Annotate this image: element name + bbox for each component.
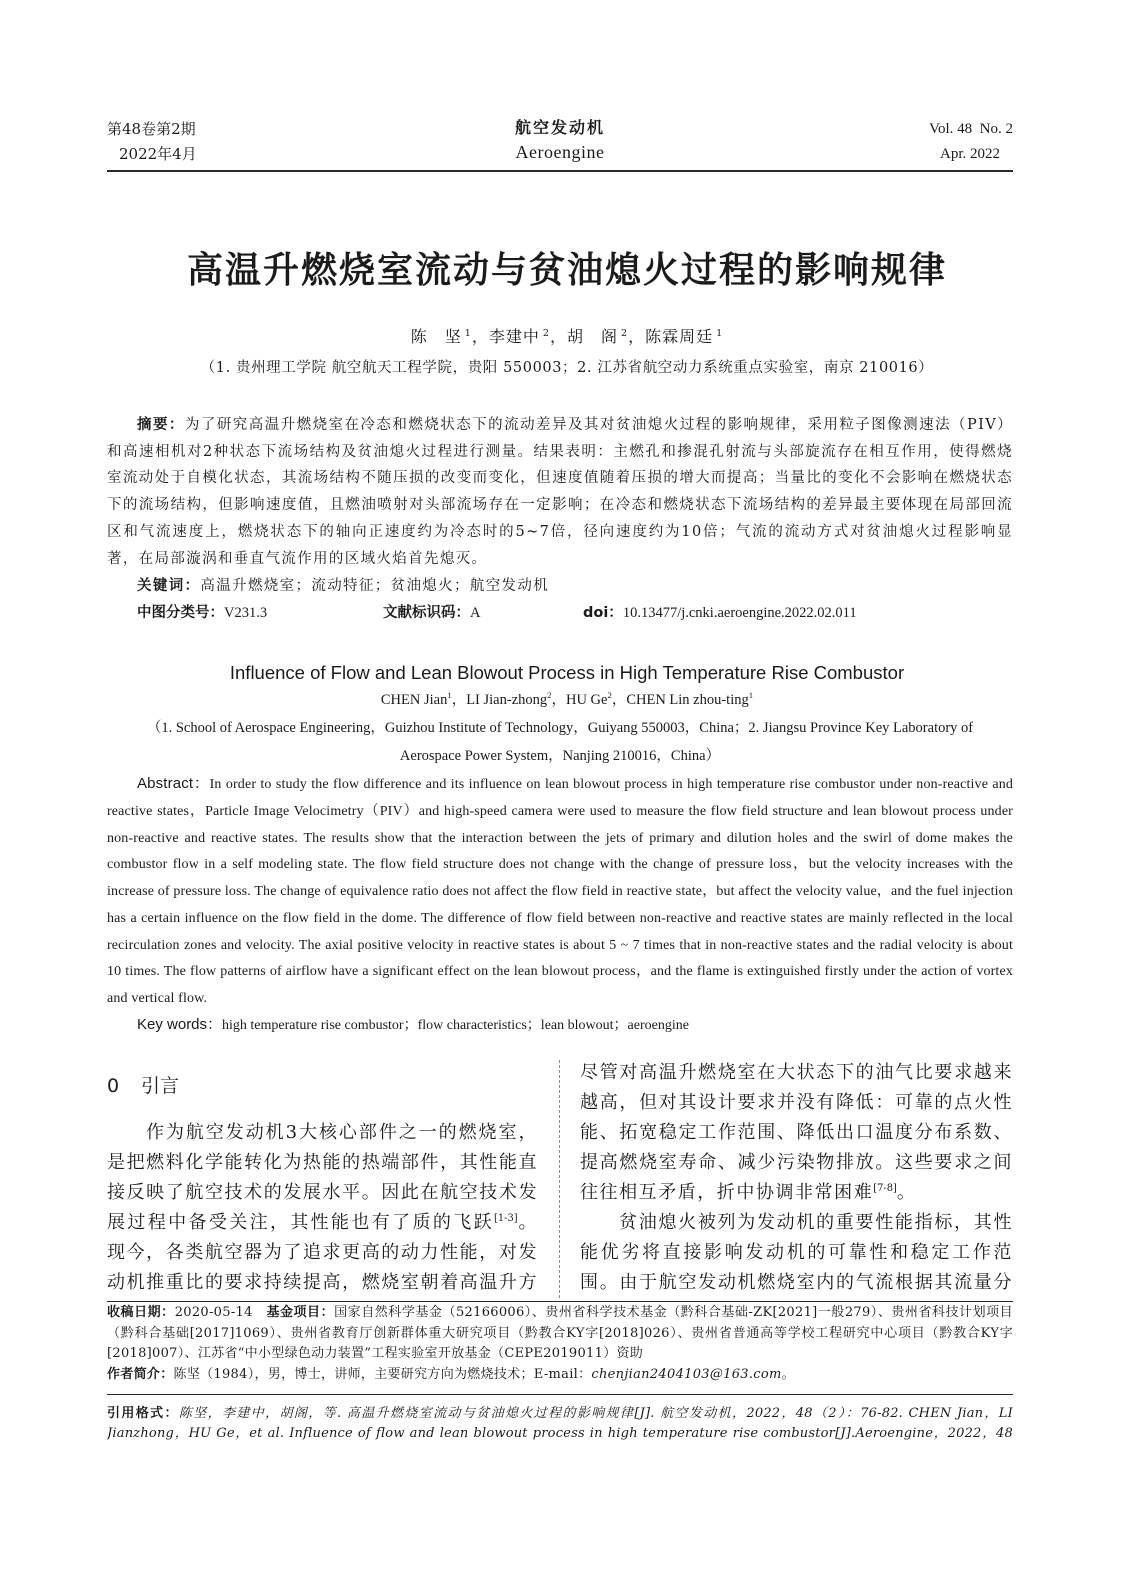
author-name-en: CHEN Jian — [380, 692, 448, 708]
keywords-cn-text: 高温升燃烧室；流动特征；贫油熄火；航空发动机 — [200, 578, 550, 594]
footnotes — [107, 1303, 1013, 1389]
reference-citation: [7-8] — [873, 1183, 897, 1194]
affiliation-en-line: Aerospace Power System，Nanjing 210016，China） — [399, 747, 721, 764]
body-column-left — [107, 1118, 538, 1298]
received-label: 收稿日期： — [107, 1305, 175, 1320]
clc-value: V231.3 — [224, 605, 268, 621]
section-title: 引言 — [141, 1075, 180, 1097]
header-volume-issue-cn: 第48卷第2期 — [107, 120, 196, 138]
funding-label: 基金项目： — [266, 1305, 335, 1320]
paragraph-text: 作为航空发动机3大核心部件之一的燃烧室，是把燃料化学能转化为热能的热端部件，其性能直接反映了航空技术的发展水平。因此在航空技术发展过程中备受关注，其性能也有了质的飞跃 — [107, 1122, 538, 1233]
keywords-en-label: Key words： — [137, 1016, 223, 1033]
author-affiliation-mark: 1 — [748, 690, 754, 701]
author-separator: ， — [549, 327, 567, 346]
header-date-en: Apr. 2022 — [940, 146, 1000, 162]
abstract-cn-text: 为了研究高温升燃烧室在冷态和燃烧状态下的流动差异及其对贫油熄火过程的影响规律，采用粒子图像测速法（PIV）和高速相机对2种状态下流场结构及贫油熄火过程进行测量。结果表明：主燃孔和掺混孔射流与头部旋流存在相互作用，使得燃烧室流动处于自模化状态，其流场结构不随压损的改变而变化，但速度值随着压损的增大而提高；当量比的变化不会影响在燃烧状态下的流场结构，但影响速度值，且燃油喷射对头部流场存在一定影响；在冷态和燃烧状态下流场结构的差异最主要体现在局部回流区和气流速度上，燃烧状态下的轴向正速度约为冷态时的5~7倍，径向速度约为10倍；气流的流动方式对贫油熄火过程影响显著，在局部漩涡和垂直气流作用的区域火焰首先熄灭。 — [107, 417, 1013, 567]
author-email: chenjian2404103@163.com — [591, 1367, 782, 1383]
received-date: 2020-05-14 — [174, 1305, 253, 1320]
author-name: 陈霖周廷 — [645, 327, 714, 346]
citation-rule — [107, 1394, 1013, 1395]
document-code — [383, 600, 480, 626]
paper-title-en: Influence of Flow and Lean Blowout Process in High Temperature Rise Combustor — [229, 662, 905, 683]
citation-format — [107, 1404, 1013, 1446]
abstract-en — [107, 771, 1013, 1013]
author-affiliation-mark: 1 — [464, 327, 472, 339]
spacer — [253, 1305, 267, 1320]
paper-title-cn: 高温升燃烧室流动与贫油熄火过程的影响规律 — [186, 249, 947, 291]
clc-label: 中图分类号： — [137, 605, 224, 621]
keywords-cn-label: 关键词： — [137, 578, 201, 594]
author-separator: ， — [451, 692, 467, 708]
abstract-en-text: In order to study the flow difference and its influence on lean blowout process in high temperature rise combustor under non-reactive and reactive states，Particle Image Velocimetry（PIV）and high-speed camera were used to measure the flow field structure and lean blowout process under non-reactive and reactive states. The results show that the interaction between the jets of primary and dilution holes and the swirl of dome makes the combustor flow in a self modeling state. The flow field structure does not change with the change of pressure loss，but the velocity increases with the increase of pressure loss. The change of equivalence ratio does not affect the flow field in reactive state，but affect the velocity value，and the fuel injection has a certain influence on the flow field in the dome. The difference of flow field between non-reactive and reactive states are mainly reflected in the local recirculation zones and velocity. The axial positive velocity in reactive states is about 5 ~ 7 times that in non-reactive states and the radial velocity is about 10 times. The flow patterns of airflow have a significant effect on the lean blowout process，and the flame is extinguished firstly under the action of vortex and vertical flow. — [107, 777, 1013, 1006]
doi-label: doi： — [583, 605, 623, 621]
citation-text: 陈坚，李建中，胡阁，等. 高温升燃烧室流动与贫油熄火过程的影响规律[J]. 航空发动机，2022，48（2）：76-82. CHEN Jian，LI Jianzhong，HU Ge，et al. Influence of flow and lean blowout process in high temperature rise combustor[J].Aeroengine，2022，48 — [107, 1406, 1013, 1441]
author-affiliation-mark: 1 — [447, 690, 452, 701]
affiliation-cn: （1. 贵州理工学院 航空航天工程学院，贵阳 550003；2. 江苏省航空动力系统重点实验室，南京 210016） — [200, 360, 934, 376]
authors-en — [0, 689, 1134, 711]
header-volume-issue-en: Vol. 48 No. 2 — [929, 121, 1013, 137]
author-separator: ， — [611, 692, 627, 708]
author-bio-text: 陈坚（1984），男，博士，讲师，主要研究方向为燃烧技术；E-mail： — [173, 1367, 592, 1383]
footnote-funding — [107, 1303, 1013, 1365]
header-rule — [107, 170, 1013, 172]
journal-name-en: Aeroengine — [515, 142, 605, 162]
column-divider — [559, 1060, 560, 1298]
clc-number — [137, 600, 267, 626]
abstract-cn — [107, 412, 1013, 573]
reference-citation: [1-3] — [494, 1213, 518, 1224]
funding-text: 国家自然科学基金（52166006）、贵州省科学技术基金（黔科合基础-ZK[2021]一般279）、贵州省科技计划项目（黔科合基础[2017]1069）、贵州省教育厅创新群体重大研究项目（黔教合KY字[2018]026）、贵州省普通高等学校工程研究中心项目（黔教合KY字[2018]007）、江苏省“中小型绿色动力装置”工程实验室开放基金（CEPE2019011）资助 — [107, 1305, 1013, 1362]
affiliation-en-line: （1. School of Aerospace Engineering，Guizhou Institute of Technology，Guiyang 550003，China；2. Jiangsu Province Key Laboratory of — [146, 720, 974, 736]
document-code-label: 文献标识码： — [383, 605, 470, 621]
authors-cn — [0, 326, 1134, 348]
document-code-value: A — [470, 605, 481, 621]
footnote-rule — [107, 1301, 1013, 1302]
author-separator: ， — [628, 327, 646, 346]
keywords-en — [137, 1012, 1013, 1039]
doi — [583, 600, 857, 626]
author-name: 陈 坚 — [410, 327, 462, 346]
intro-paragraph — [107, 1118, 538, 1298]
section-heading — [107, 1071, 179, 1101]
keywords-cn — [137, 573, 1013, 599]
journal-name-cn: 航空发动机 — [514, 118, 605, 137]
paragraph-text: 。 — [896, 1182, 917, 1203]
intro-paragraph — [580, 1058, 1013, 1208]
author-bio-end: 。 — [781, 1367, 795, 1383]
author-name-en: CHEN Lin zhou-ting — [626, 692, 749, 708]
author-name: 胡 阁 — [567, 327, 619, 346]
author-name-en: HU Ge — [565, 692, 608, 708]
author-name-en: LI Jian-zhong — [466, 692, 548, 708]
section-number: 0 — [107, 1075, 120, 1097]
author-affiliation-mark: 1 — [716, 327, 724, 339]
author-affiliation-mark: 2 — [542, 327, 550, 339]
author-affiliation-mark: 2 — [621, 327, 629, 339]
author-affiliation-mark: 2 — [547, 690, 552, 701]
abstract-cn-label: 摘要： — [137, 417, 185, 433]
body-column-right — [580, 1058, 1013, 1298]
intro-paragraph: 贫油熄火被列为发动机的重要性能指标，其性能优劣将直接影响发动机的可靠性和稳定工作范围。由于航空发动机燃烧室内的气流根据其流量分 — [580, 1212, 1013, 1293]
author-affiliation-mark: 2 — [607, 690, 612, 701]
paragraph-text: 。现今，各类航空器为了追求更高的动力性能，对发动机推重比的要求持续提高，燃烧室朝着高温升方 — [107, 1212, 538, 1293]
header-date-cn: 2022年4月 — [119, 145, 197, 163]
author-separator: ， — [551, 692, 566, 708]
citation-label: 引用格式： — [107, 1406, 179, 1421]
paragraph-text: 尽管对高温升燃烧室在大状态下的油气比要求越来越高，但对其设计要求并没有降低：可靠的点火性能、拓宽稳定工作范围、降低出口温度分布系数、提高燃烧室寿命、减少污染物排放。这些要求之间往往相互矛盾，折中协调非常困难 — [580, 1062, 1013, 1203]
author-bio-label: 作者简介： — [107, 1367, 174, 1383]
footnote-author — [107, 1365, 1013, 1386]
keywords-en-text: high temperature rise combustor；flow characteristics；lean blowout；aeroengine — [222, 1018, 689, 1033]
abstract-en-label: Abstract： — [137, 775, 210, 792]
author-name: 李建中 — [488, 327, 540, 346]
affiliation-en — [107, 715, 1013, 770]
doi-value: 10.13477/j.cnki.aeroengine.2022.02.011 — [622, 605, 857, 621]
author-separator: ， — [471, 327, 489, 346]
